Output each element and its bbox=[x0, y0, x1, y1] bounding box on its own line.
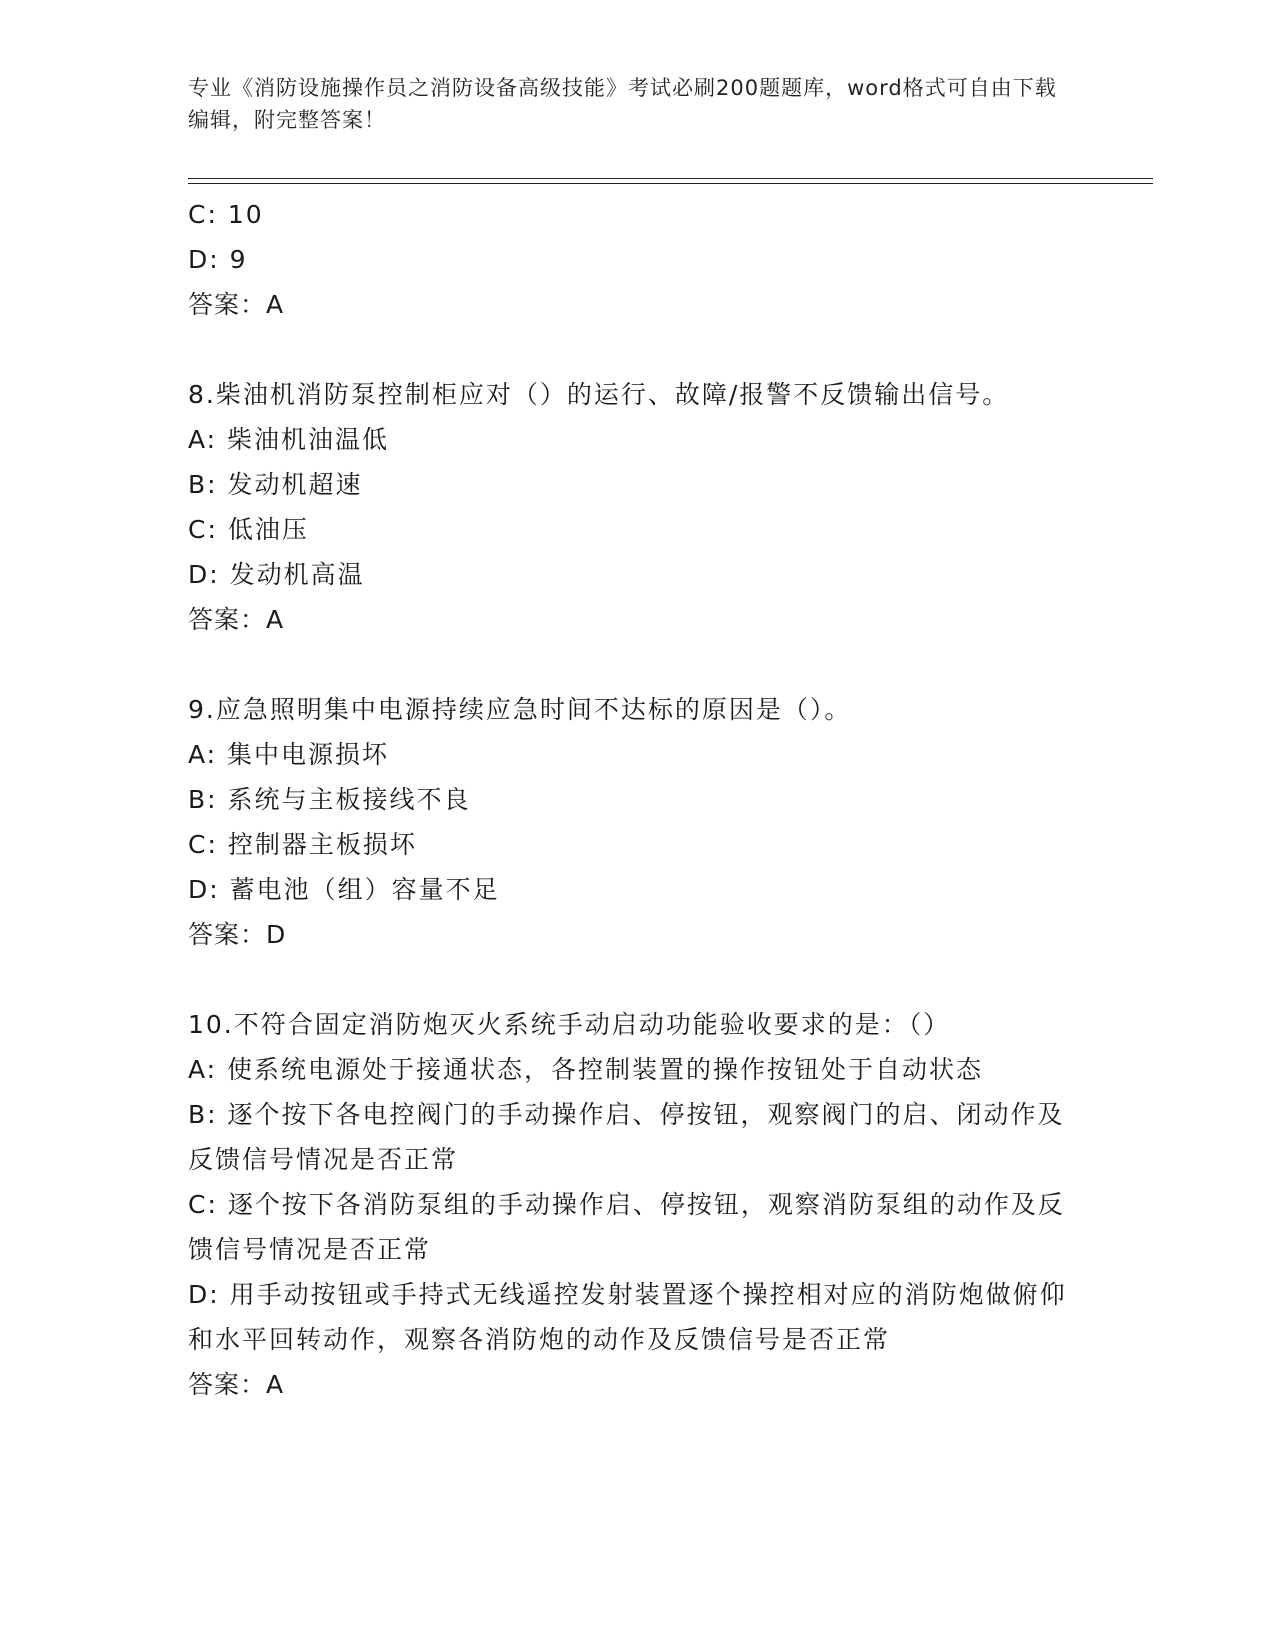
option-b: B: 逐个按下各电控阀门的手动操作启、停按钮，观察阀门的启、闭动作及反馈信号情况是否正常 bbox=[188, 1100, 1065, 1174]
option-c: C: 低油压 bbox=[188, 515, 309, 544]
question-stem: 10.不符合固定消防炮灭火系统手动启动功能验收要求的是：（） bbox=[188, 1010, 951, 1039]
option-a: A: 集中电源损坏 bbox=[188, 740, 390, 769]
option-b: B: 发动机超速 bbox=[188, 470, 363, 499]
option-d: D: 蓄电池（组）容量不足 bbox=[188, 875, 500, 904]
question-stem: 9.应急照明集中电源持续应急时间不达标的原因是（）。 bbox=[188, 695, 852, 724]
option-c: C: 10 bbox=[188, 200, 264, 229]
option-c: C: 逐个按下各消防泵组的手动操作启、停按钮，观察消防泵组的动作及反馈信号情况是否正常 bbox=[188, 1190, 1065, 1264]
question-8 bbox=[188, 372, 1088, 642]
header-divider-bottom bbox=[188, 183, 1153, 184]
spacer bbox=[188, 957, 1088, 1002]
question-10 bbox=[188, 1002, 1088, 1407]
question-stem: 8.柴油机消防泵控制柜应对（）的运行、故障/报警不反馈输出信号。 bbox=[188, 380, 1010, 409]
header-divider-top bbox=[188, 178, 1153, 179]
option-a: A: 柴油机油温低 bbox=[188, 425, 390, 454]
option-d: D: 用手动按钮或手持式无线遥控发射装置逐个操控相对应的消防炮做俯仰和水平回转动作，观察各消防炮的动作及反馈信号是否正常 bbox=[188, 1280, 1067, 1354]
spacer bbox=[188, 642, 1088, 687]
answer-line: 答案：A bbox=[188, 290, 285, 319]
prev-question-tail bbox=[188, 192, 1088, 327]
spacer bbox=[188, 327, 1088, 372]
answer-line: 答案：A bbox=[188, 605, 285, 634]
question-list bbox=[188, 192, 1088, 1407]
option-b: B: 系统与主板接线不良 bbox=[188, 785, 471, 814]
option-a: A: 使系统电源处于接通状态，各控制装置的操作按钮处于自动状态 bbox=[188, 1055, 984, 1084]
answer-line: 答案：D bbox=[188, 920, 287, 949]
option-d: D: 发动机高温 bbox=[188, 560, 365, 589]
question-9 bbox=[188, 687, 1088, 957]
page-header: 专业《消防设施操作员之消防设备高级技能》考试必刷200题题库，word格式可自由下载编辑，附完整答案！ bbox=[188, 76, 1057, 132]
answer-line: 答案：A bbox=[188, 1370, 285, 1399]
option-c: C: 控制器主板损坏 bbox=[188, 830, 417, 859]
option-d: D: 9 bbox=[188, 245, 248, 274]
